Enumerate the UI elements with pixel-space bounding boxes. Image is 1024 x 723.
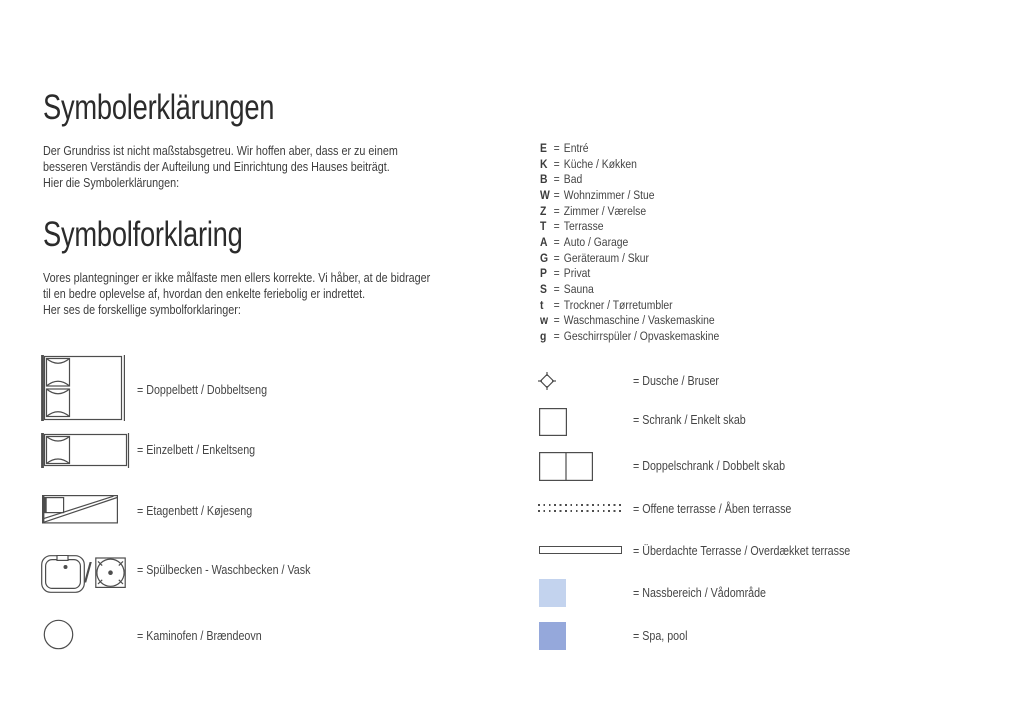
room-code-label: Wohnzimmer / Stue (563, 187, 655, 202)
page-title-german: Symbolerklärungen (43, 88, 275, 127)
covered-terrace-icon (539, 546, 622, 554)
room-code-letter: W (540, 187, 550, 202)
single-bed-label: = Einzelbett / Enkeltseng (137, 443, 256, 457)
intro-german (43, 143, 398, 192)
intro-danish-line: Her ses de forskellige symbolforklaringer: (43, 302, 241, 318)
double-cabinet-icon (539, 452, 593, 481)
double-bed-label: = Doppelbett / Dobbeltseng (137, 383, 268, 397)
room-code-letter: B (540, 172, 548, 187)
room-code-label: Zimmer / Værelse (563, 203, 647, 218)
room-code-label: Sauna (563, 281, 594, 296)
room-code-equals: = (553, 203, 560, 218)
room-code-label: Terrasse (563, 219, 604, 234)
room-code-letter: w (540, 313, 549, 328)
open-terrace-dot-row (538, 504, 622, 506)
intro-danish-line: Vores plantegninger er ikke målfaste men ellers korrekte. Vi håber, at de bidrager (43, 270, 431, 285)
room-code-label: Bad (563, 172, 583, 187)
room-code-row (540, 235, 719, 251)
room-code-row (540, 188, 719, 204)
wet-area-label: = Nassbereich / Vådområde (633, 586, 766, 600)
cabinet-label: = Schrank / Enkelt skab (633, 413, 746, 427)
stove-icon (43, 619, 74, 650)
room-code-equals: = (553, 297, 560, 312)
room-code-letter: t (540, 297, 544, 312)
room-code-row (540, 298, 719, 314)
room-code-equals: = (553, 250, 560, 265)
room-code-row (540, 204, 719, 220)
double-cabinet-label: = Doppelschrank / Dobbelt skab (633, 459, 786, 473)
open-terrace-dot-row (538, 510, 622, 512)
spa-pool-swatch (539, 622, 566, 650)
sink-label: = Spülbecken - Waschbecken / Vask (137, 563, 311, 577)
room-code-row (540, 219, 719, 235)
single-bed-icon (41, 433, 130, 468)
intro-danish (43, 270, 430, 319)
room-code-label: Auto / Garage (563, 234, 629, 249)
spa-pool-label: = Spa, pool (633, 629, 688, 643)
room-code-label: Geschirrspüler / Opvaskemaskine (563, 328, 720, 343)
intro-german-line: Der Grundriss ist nicht maßstabsgetreu. Wir hoffen aber, dass er zu einem (43, 143, 398, 158)
room-code-equals: = (553, 156, 560, 171)
room-code-equals: = (553, 172, 560, 187)
room-code-letter: g (540, 328, 547, 343)
shower-icon (538, 372, 556, 390)
room-code-equals: = (553, 141, 560, 155)
stove-label: = Kaminofen / Brændeovn (137, 629, 262, 643)
wet-area-swatch (539, 579, 566, 607)
slash-separator: / (84, 557, 92, 588)
room-code-letter: T (540, 219, 547, 234)
room-code-equals: = (553, 266, 560, 281)
room-code-equals: = (553, 313, 560, 328)
intro-danish-line: til en bedre oplevelse af, hvordan den enkelte feriebolig er indrettet. (43, 286, 366, 302)
room-code-label: Privat (563, 266, 591, 281)
intro-german-line: Hier die Symbolerklärungen: (43, 175, 180, 191)
cabinet-icon (539, 408, 567, 436)
room-code-letter: E (540, 141, 547, 155)
room-code-row (540, 329, 719, 345)
shower-label: = Dusche / Bruser (633, 374, 719, 388)
room-code-letter: P (540, 266, 547, 281)
double-bed-icon (41, 355, 126, 421)
room-code-equals: = (553, 234, 560, 249)
room-code-label: Küche / Køkken (563, 156, 637, 171)
page-title-danish: Symbolforklaring (43, 215, 243, 254)
room-code-label: Waschmaschine / Vaskemaskine (563, 313, 715, 328)
room-code-row (540, 282, 719, 298)
room-code-label: Trockner / Tørretumbler (563, 297, 673, 312)
room-code-letter: A (540, 234, 548, 249)
sink-icon (41, 555, 85, 593)
room-code-row (540, 313, 719, 329)
room-code-row (540, 157, 719, 173)
room-code-equals: = (553, 187, 560, 202)
room-code-letter: G (540, 250, 549, 265)
room-code-letter: K (540, 156, 548, 171)
room-code-equals: = (553, 281, 560, 296)
room-code-label: Entré (563, 141, 589, 155)
room-code-list (540, 141, 719, 345)
bunk-bed-icon (42, 495, 118, 524)
room-code-row (540, 141, 719, 157)
room-code-row (540, 172, 719, 188)
room-code-letter: Z (540, 203, 547, 218)
covered-terrace-label: = Überdachte Terrasse / Overdækket terrasse (633, 544, 851, 558)
room-code-row (540, 266, 719, 282)
room-code-letter: S (540, 281, 547, 296)
open-terrace-icon (538, 504, 622, 514)
bunk-bed-label: = Etagenbett / Køjeseng (137, 504, 253, 518)
room-code-equals: = (553, 219, 560, 234)
intro-german-line: besseren Verständis der Aufteilung und Einrichtung des Hauses beiträgt. (43, 159, 390, 175)
room-code-row (540, 251, 719, 267)
washbasin-icon (95, 557, 126, 589)
room-code-equals: = (553, 328, 560, 343)
room-code-label: Geräteraum / Skur (563, 250, 650, 265)
open-terrace-label: = Offene terrasse / Åben terrasse (633, 502, 792, 516)
